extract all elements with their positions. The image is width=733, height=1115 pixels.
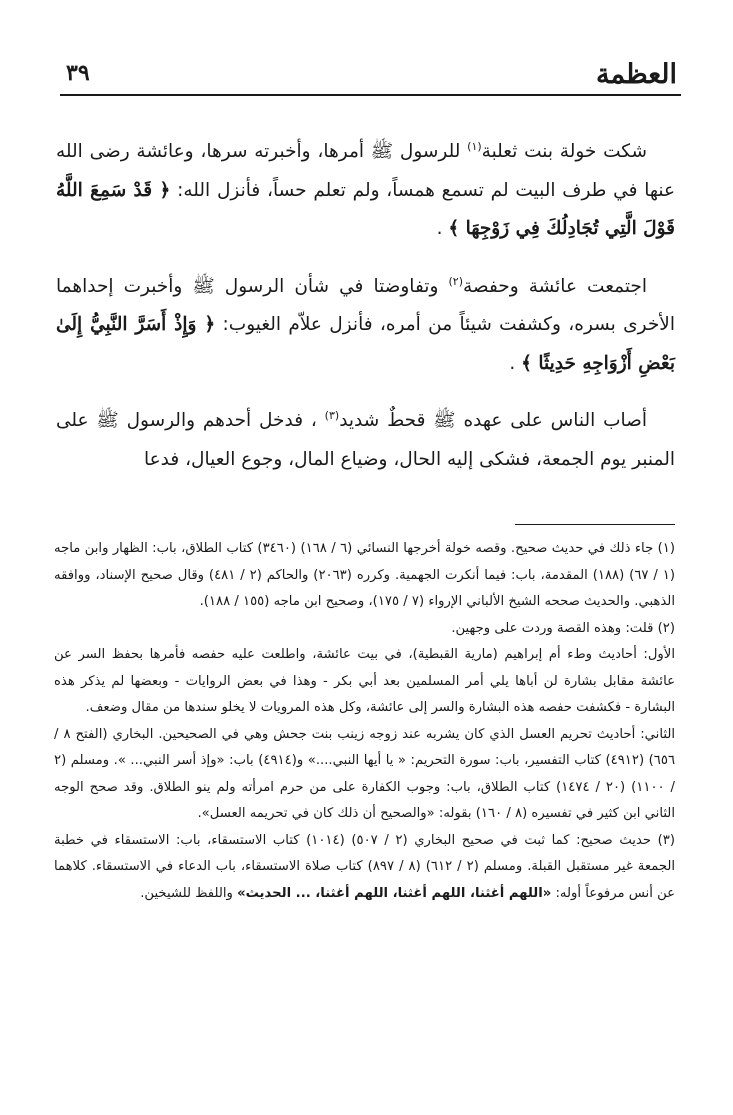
text-run: . (509, 352, 522, 374)
text-run: ، فدخل أحدهم والرسول ﷺ على المنبر يوم الجمعة، فشكى إليه الحال، وضياع المال، وجوع العيال، فدعا (56, 410, 675, 470)
main-text (56, 128, 675, 493)
footnote-2-second-version: الثاني: أحاديث تحريم العسل الذي كان يشربه عند زوجه زينب بنت جحش وهي في الصحيحين. البخاري (الفتح ٨ / ٦٥٦) (٤٩١٢) كتاب التفسير، باب: سورة التحريم: « يا أيها النبي....» و(٤٩١٤) باب: «وإذ أسر النبي... ». ومسلم (٢ / ١١٠٠) (٢٠ / ١٤٧٤) كتاب الطلاق، باب: وجوب الكفارة على من حرم امرأته ولم ينو الطلاق. وقد صحح الوجه الثاني ابن كثير في تفسيره (٨ / ١٦٠) بقوله: «والصحيح أن ذلك كان في تحريمه العسل». (54, 726, 676, 821)
quran-verse: ﴿ قَدْ سَمِعَ اللَّهُ قَوْلَ الَّتِي تُجَادِلُكَ فِي زَوْجِهَا ﴾ (56, 179, 675, 240)
text-run: (٣) حديث صحيح: كما ثبت في صحيح البخاري (٢ / ٥٠٧) (١٠١٤) كتاب الاستسقاء، باب: الاستسقاء في خطبة الجمعة غير مستقبل القبلة. ومسلم (٢ / ٦١٢) (٨ / ٨٩٧) كتاب صلاة الاستسقاء، باب الدعاء في الاستسقاء. كلاهما عن أنس مرفوعاً أوله: (54, 832, 676, 901)
footnote-ref-3: (٣) (324, 409, 340, 423)
running-title: العظمة (596, 59, 677, 90)
text-run: أصاب الناس على عهده ﷺ قحطٌ شديد (339, 410, 647, 432)
paragraph-drought (56, 397, 675, 479)
page-header (60, 52, 681, 100)
paragraph-aisha-hafsa (56, 263, 675, 384)
footnote-separator (515, 524, 675, 525)
footnote-3 (54, 828, 675, 908)
page-number: ٣٩ (66, 60, 90, 86)
text-run: واللفظ للشيخين. (140, 885, 238, 901)
text-run: اجتمعت عائشة وحفصة (462, 275, 647, 297)
footnote-2-first-version: الأول: أحاديث وطء أم إبراهيم (مارية القبطية)، في بيت عائشة، واطلعت عليه حفصه فأمرها بحفظ السر عن عائشة مقابل بشارة لن أباها يلي أمر المسلمين بعد أبي بكر - وهذا في بعض الروايات - وبعضها لم يذكر هذه البشارة - فكشفت حفصه هذه البشارة والسر إلى عائشة، وكل هذه المرويات لا يخلو سندها من مقال وضعف. (54, 647, 675, 715)
footnote-ref-2: (٢) (448, 274, 463, 288)
footnote-ref-1: (١) (467, 140, 482, 153)
header-rule (60, 94, 681, 96)
text-run: . (436, 218, 449, 240)
text-run: وتفاوضتا في شأن الرسول ﷺ وأخبرت إحداهما الأخرى بسره، وكشفت شيئاً من أمره، فأنزل علاّم الغيوب: (56, 275, 675, 336)
footnotes (54, 536, 675, 907)
paragraph-khawla (56, 128, 675, 249)
footnote-2-head: (٢) قلت: وهذه القصة وردت على وجهين. (451, 620, 675, 636)
hadith-quote: «اللهم أغثنا، اللهم أغثنا، اللهم أغثنا، ... الحديث» (237, 885, 552, 901)
text-run: للرسول ﷺ أمرها، وأخبرته سرها، وعائشة رضى الله عنها في طرف البيت لم تسمع همساً، ولم تعلم حساً، فأنزل الله: (56, 141, 676, 201)
quran-verse: ﴿ وَإِذْ أَسَرَّ النَّبِيُّ إِلَىٰ بَعْضِ أَزْوَاجِهِ حَدِيثًا ﴾ (56, 314, 675, 374)
footnote-1: (١) جاء ذلك في حديث صحيح. وقصه خولة أخرجها النسائي (٦ / ١٦٨) (٣٤٦٠) كتاب الطلاق، باب: الظهار وابن ماجه (١ / ٦٧) (١٨٨) المقدمة، باب: فيما أنكرت الجهمية. وكرره (٢٠٦٣) والحاكم (٢ / ٤٨١) وقال صحيح الإسناد، ووافقه الذهبي. والحديث صححه الشيخ الألباني الإرواء (٧ / ١٧٥)، وصحيح ابن ماجه (١٥٥ / ١٨٨). (54, 541, 676, 609)
text-run: شكت خولة بنت ثعلبة (481, 141, 648, 163)
